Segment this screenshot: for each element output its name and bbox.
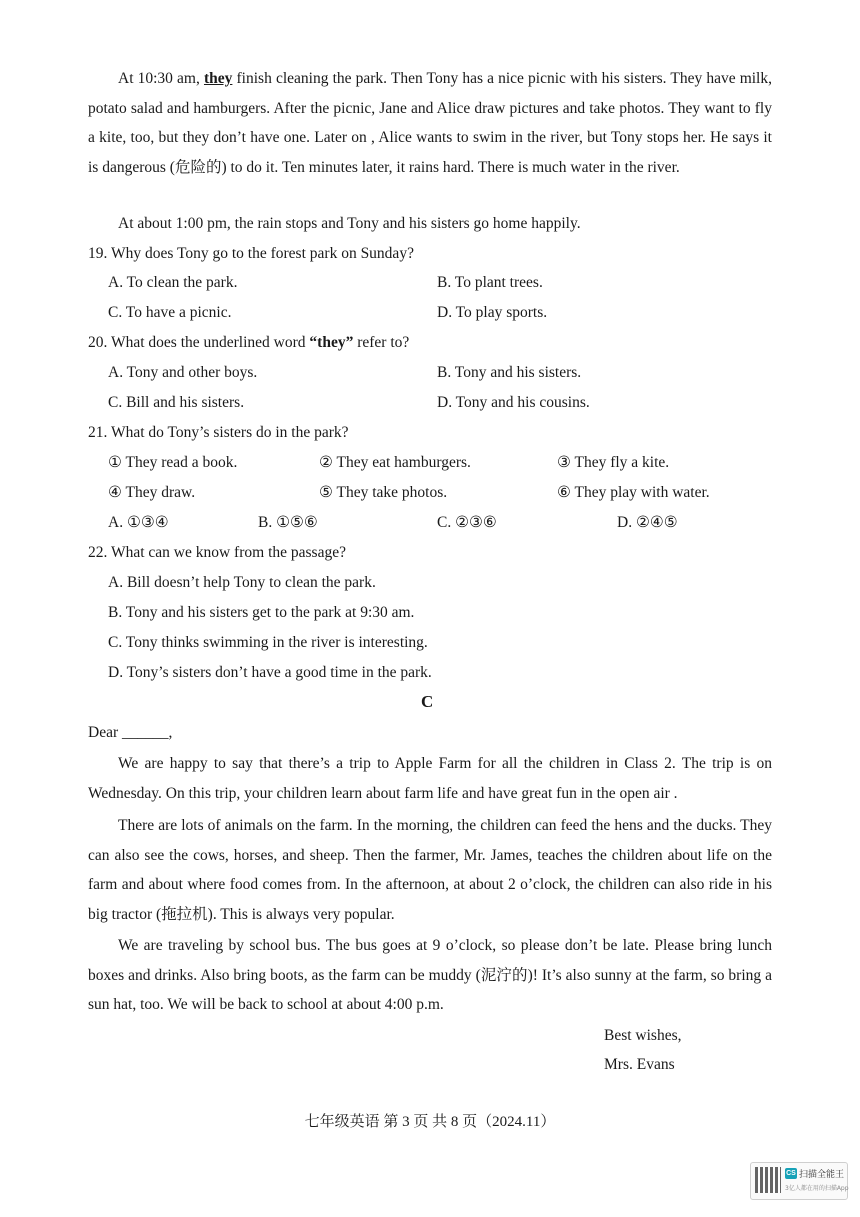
section-heading-c: C [421, 692, 434, 711]
passage-paragraph-2: At about 1:00 pm, the rain stops and Tony and his sisters go home happily. [118, 215, 581, 232]
underlined-word-they: they [203, 70, 233, 87]
letter-paragraph-1: We are happy to say that there’s a trip to Apple Farm for all the children in Class 2. The trip is on Wednesday. On this trip, your children learn about farm life and have great fun in the open air . [88, 755, 772, 802]
scanner-watermark [750, 1162, 848, 1200]
q22-option-d: D. Tony’s sisters don’t have a good time in the park. [108, 664, 432, 681]
question-19-stem: 19. Why does Tony go to the forest park on Sunday? [88, 245, 414, 262]
scanner-app-name: 扫描全能王 [799, 1170, 845, 1180]
letter-paragraph-2: There are lots of animals on the farm. In the morning, the children can feed the hens and the ducks. They can also see the cows, horses, and sheep. Then the farmer, Mr. James, teaches the children about life on the farm and about where food comes from. In the afternoon, at about 2 o’clock, the children can also ride in his big tractor (拖拉机). This is always very popular. [88, 817, 772, 923]
letter-paragraph-3: We are traveling by school bus. The bus goes at 9 o’clock, so please don’t be late. Please bring lunch boxes and drinks. Also bring boots, as the farm can be muddy (泥泞的)! It’s also sunny at the farm, so bring a sun hat, too. We will be back to school at about 4:00 p.m. [88, 937, 772, 1013]
page-footer: 七年级英语 第 3 页 共 8 页（2024.11） [304, 1114, 556, 1130]
q21-option-b: B. ①⑤⑥ [258, 514, 318, 531]
qr-code-icon [755, 1167, 781, 1193]
scanner-tagline: 3亿人都在用的扫描App [785, 1185, 849, 1192]
letter-salutation: Dear ______, [88, 724, 173, 741]
question-20-stem: 20. What does the underlined word “they” refer to? [88, 334, 410, 351]
q21-statement-6: ⑥ They play with water. [557, 484, 710, 501]
question-22-stem: 22. What can we know from the passage? [88, 544, 346, 561]
q20-option-d: D. Tony and his cousins. [437, 394, 590, 411]
q21-statement-2: ② They eat hamburgers. [319, 454, 471, 471]
q19-option-c: C. To have a picnic. [108, 304, 232, 321]
letter-signature: Mrs. Evans [604, 1056, 675, 1073]
q19-option-b: B. To plant trees. [437, 274, 543, 291]
q22-option-c: C. Tony thinks swimming in the river is interesting. [108, 634, 428, 651]
q20-option-c: C. Bill and his sisters. [108, 394, 245, 411]
q20-option-b: B. Tony and his sisters. [437, 364, 582, 381]
q21-statement-1: ① They read a book. [108, 454, 238, 471]
question-21-stem: 21. What do Tony’s sisters do in the park? [88, 424, 349, 441]
q21-option-a: A. ①③④ [108, 514, 169, 531]
q21-statement-4: ④ They draw. [108, 484, 196, 501]
q21-option-d: D. ②④⑤ [617, 514, 678, 531]
q21-option-c: C. ②③⑥ [437, 514, 497, 531]
scanner-logo-badge: CS [786, 1170, 796, 1177]
q20-option-a: A. Tony and other boys. [108, 364, 258, 381]
q21-statement-3: ③ They fly a kite. [557, 454, 670, 471]
q19-option-a: A. To clean the park. [108, 274, 238, 291]
q22-option-b: B. Tony and his sisters get to the park at 9:30 am. [108, 604, 415, 621]
letter-closing: Best wishes, [604, 1027, 682, 1044]
q22-option-a: A. Bill doesn’t help Tony to clean the park. [108, 574, 376, 591]
q19-option-d: D. To play sports. [437, 304, 548, 321]
passage-paragraph-1: At 10:30 am, they finish cleaning the park. Then Tony has a nice picnic with his sisters. They have milk, potato salad and hamburgers. After the picnic, Jane and Alice draw pictures and take photos. They want to fly a kite, too, but they don’t have one. Later on , Alice wants to swim in the river, but Tony stops her. He says it is dangerous (危险的) to do it. Ten minutes later, it rains hard. There is much water in the river. [88, 70, 772, 176]
q21-statement-5: ⑤ They take photos. [319, 484, 448, 501]
